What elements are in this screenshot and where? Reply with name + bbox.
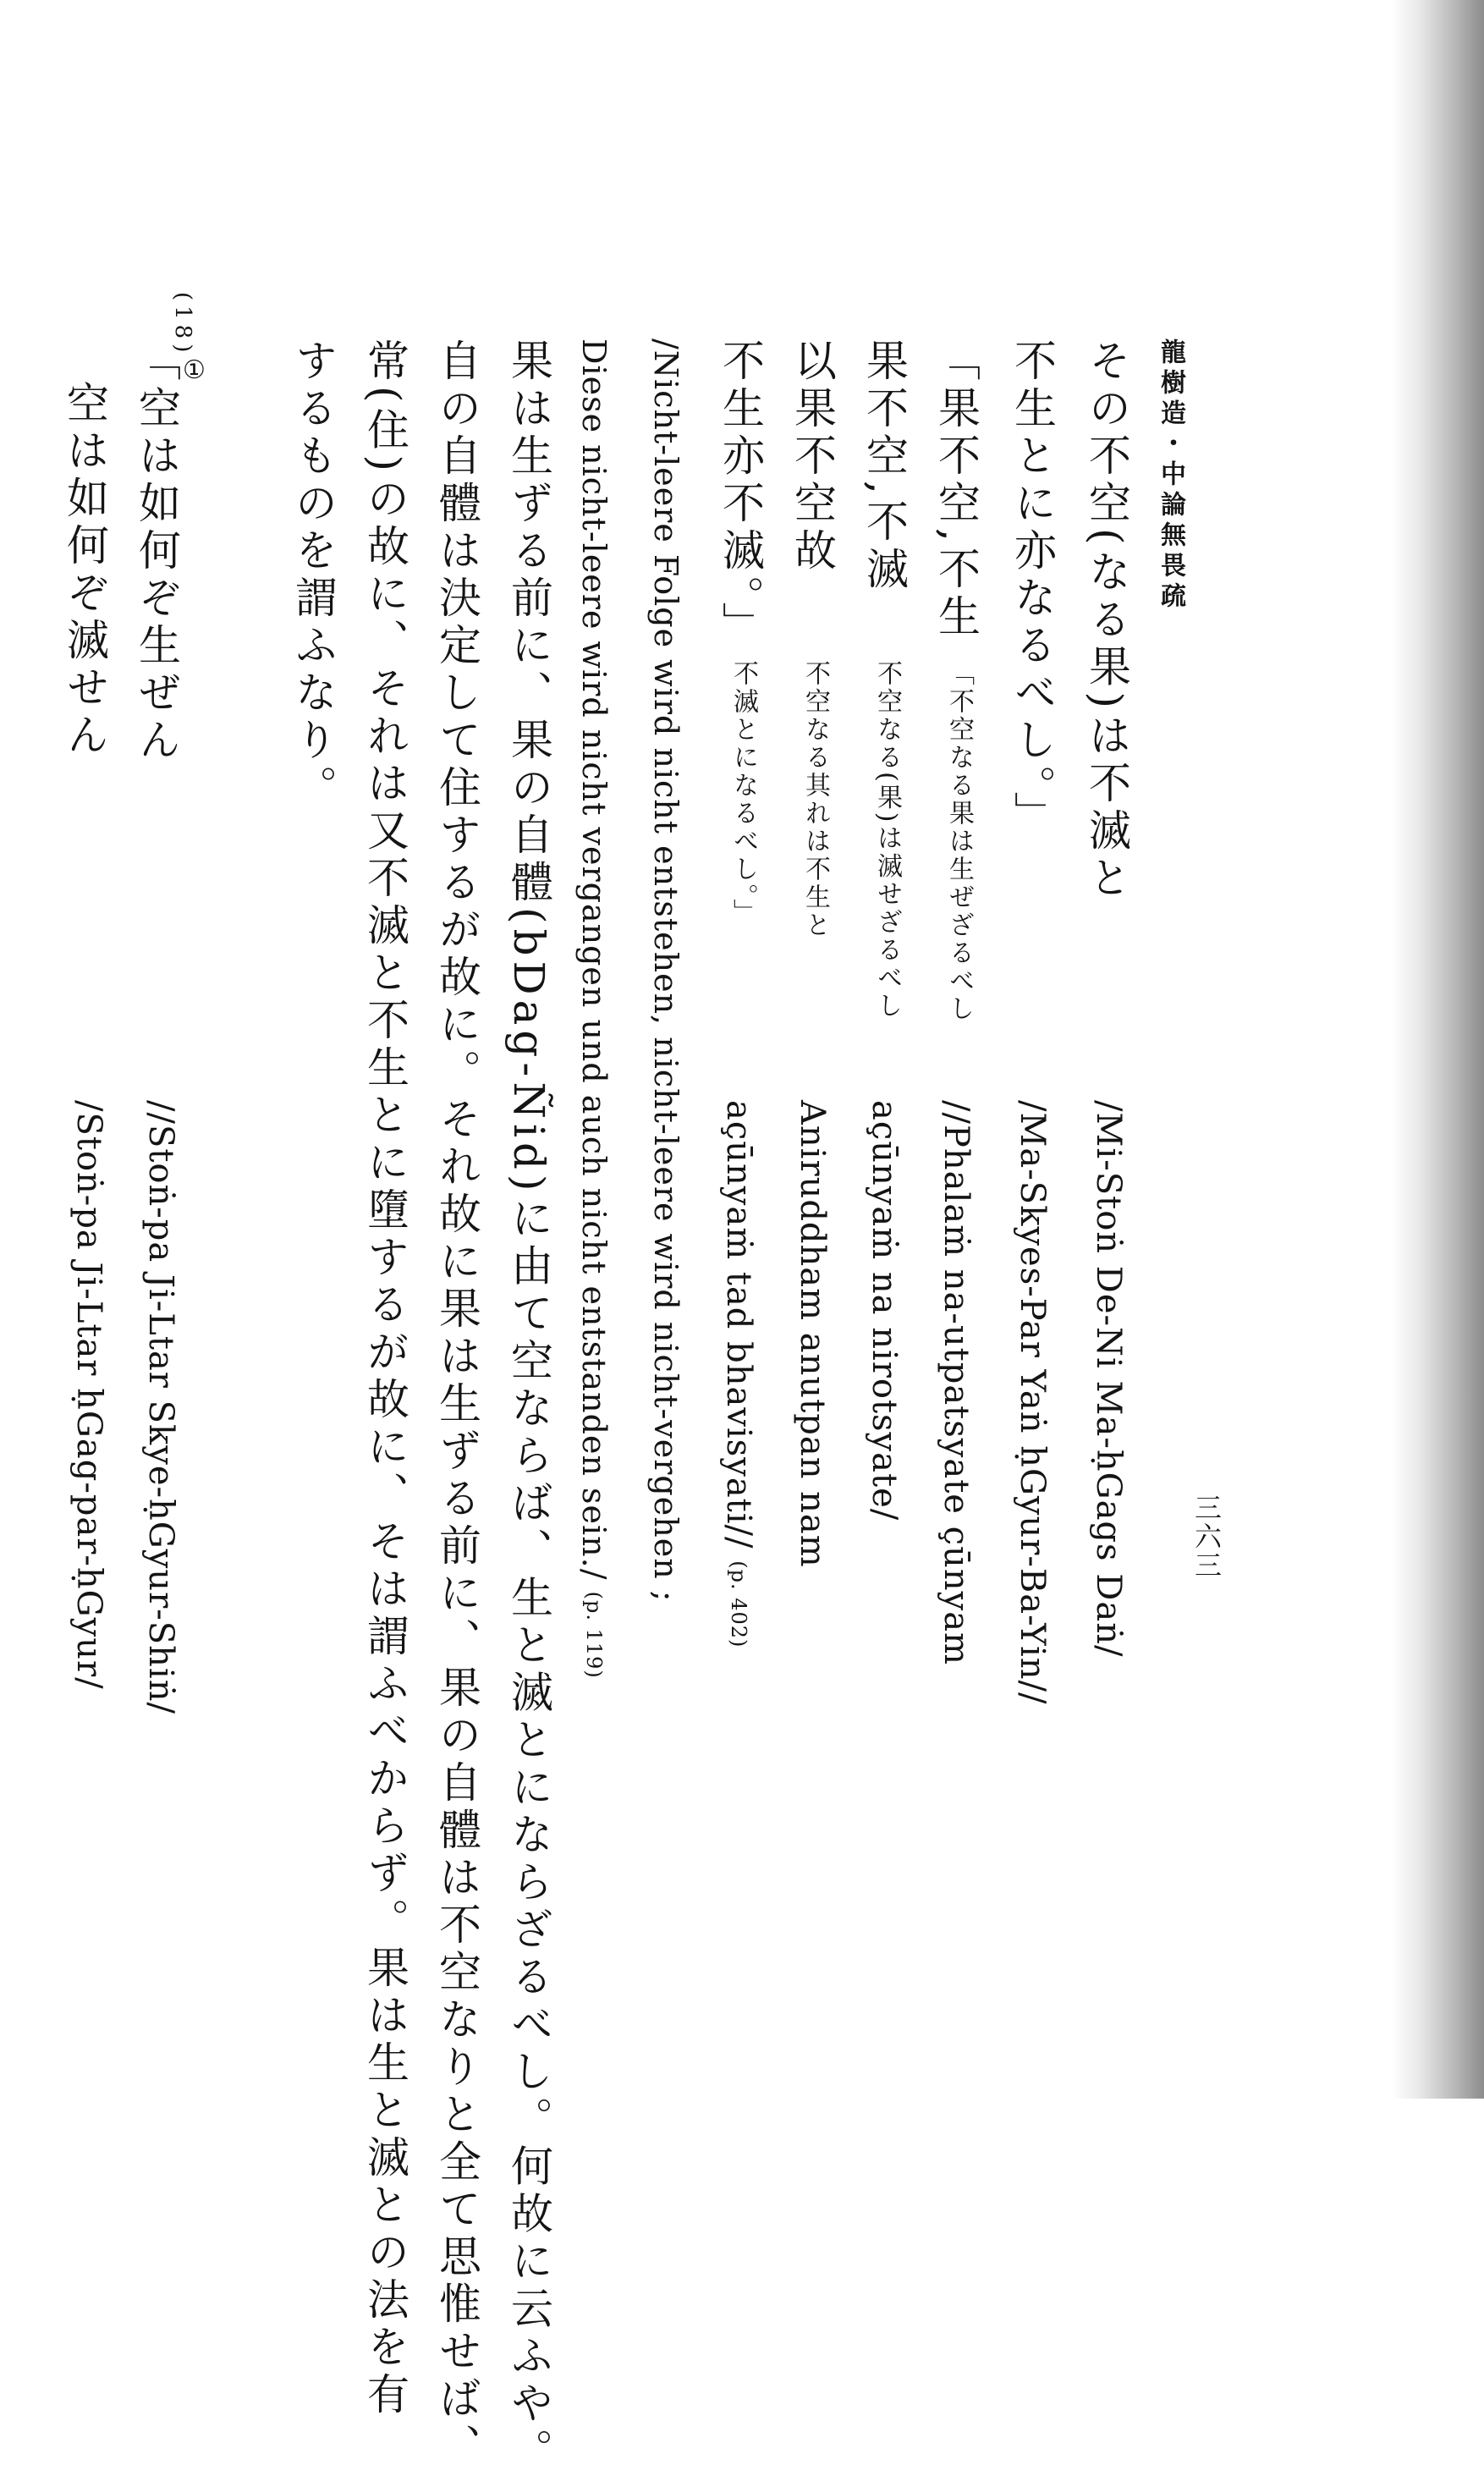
verse-line: 以果不空故 [788, 338, 837, 575]
commentary-line: するものを謂ふなり。 [289, 338, 338, 812]
german-line: /Nicht-leere Folge wird nicht entstehen, nicht-leere wird nicht-vergehen ; [647, 338, 684, 1603]
japanese-line: その不空(なる果)は不滅と [1082, 338, 1131, 904]
gloss-line: 不滅とになるべし。」 [728, 660, 758, 927]
sanskrit-line: //Phalaṁ na-utpatsyate çūnyam [937, 1100, 976, 1665]
binding-shadow [1391, 0, 1484, 2099]
page-number: 三六三 [1190, 1494, 1223, 1580]
verse-number: (18) [170, 292, 195, 358]
gloss-line: 不空なる(果)は滅せざるべし [872, 660, 902, 1021]
german-text: Diese nicht-leere wird nicht vergangen und auch nicht entstanden sein./ [575, 338, 613, 1581]
sanskrit-line: Aniruddham anutpan nam [793, 1100, 832, 1568]
tibetan-line: /Stoṅ-pa Ji-Ltar ḥGag-par-ḥGyur/ [69, 1100, 108, 1690]
sanskrit-text: açūnyaṁ tad bhavisyati// [719, 1100, 758, 1549]
verse-line: 空は如何ぞ滅せん [60, 381, 109, 760]
german-line [575, 338, 613, 1679]
tibetan-line: //Stoṅ-pa Ji-Ltar Skye-ḥGyur-Shiṅ/ [141, 1100, 180, 1714]
gloss-line: 「不空なる果は生ぜざるべし [944, 660, 974, 1023]
commentary-line: 果は生ずる前に、果の自體(bDag-Ñid)に由て空ならば、生と滅とにならざるべし。何故に云ふや。 [504, 338, 553, 2476]
gloss-line: 不空なる其れは不生と [800, 660, 830, 939]
commentary-line: 自の自體は決定して住するが故に。それ故に果は生ずる前に、果の自體は不空なりと全て思惟せば、 [432, 338, 481, 2471]
sanskrit-line: açūnyaṁ na nirotsyate/ [865, 1100, 904, 1521]
tibetan-line: /Ma-Skyes-Par Yaṅ ḥGyur-Ba-Yin// [1013, 1100, 1052, 1705]
verse-line: 「空は如何ぞ生ぜん [132, 338, 181, 765]
verse-line: 不生亦不滅。」 [716, 338, 765, 649]
running-title: 龍樹造・中論無畏疏 [1156, 338, 1185, 613]
footnote-marker: ① [179, 355, 209, 390]
verse-line: 「果不空,不生 [932, 338, 981, 641]
page-reference: (p. 119) [582, 1591, 606, 1679]
verse-line: 果不空,不滅 [860, 338, 909, 594]
commentary-line: 常(住)の故に、それは又不滅と不生とに墮するが故に、そは謂ふべからず。果は生と滅との法を有 [360, 338, 409, 2420]
japanese-line: 不生とに亦なるべし。」 [1008, 338, 1057, 839]
sanskrit-line [719, 1100, 758, 1648]
page-reference: (p. 402) [727, 1560, 750, 1648]
tibetan-line: /Mi-Stoṅ De-Ni Ma-ḥGags Daṅ/ [1089, 1100, 1128, 1658]
